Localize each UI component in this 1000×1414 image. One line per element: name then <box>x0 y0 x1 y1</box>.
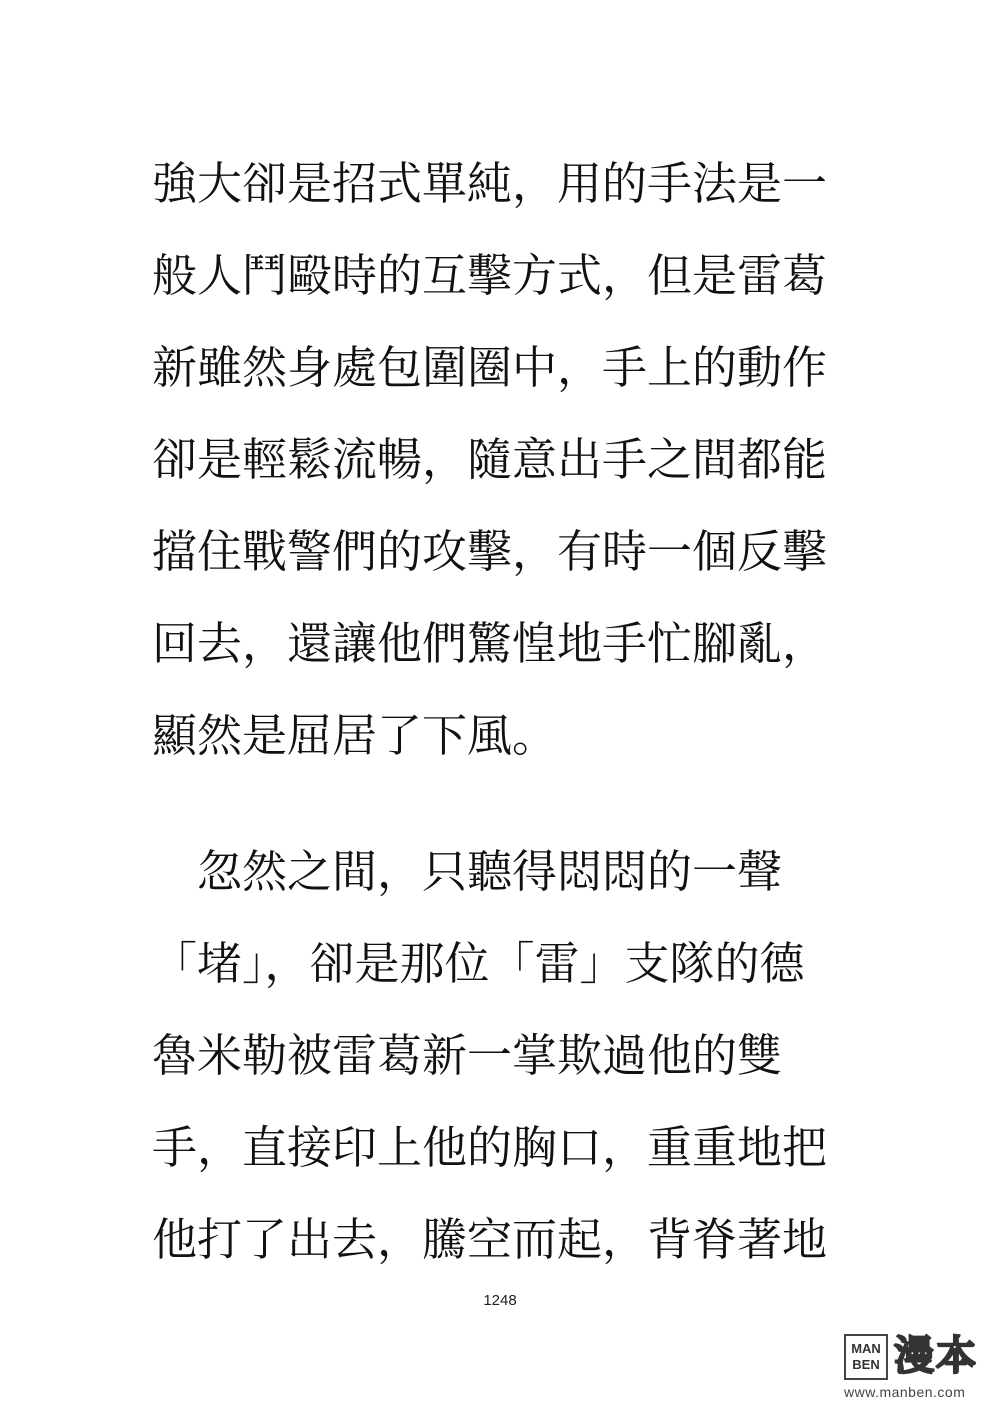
watermark-url: www.manben.com <box>844 1384 966 1400</box>
text-line: 回去，還讓他們驚惶地手忙腳亂， <box>152 617 828 670</box>
text-line: 顯然是屈居了下風。 <box>152 709 558 762</box>
watermark <box>844 1334 986 1402</box>
text-line: 擋住戰警們的攻擊，有時一個反擊 <box>152 525 828 578</box>
text-line: 新雖然身處包圍圈中，手上的動作 <box>152 341 828 394</box>
text-line: 卻是輕鬆流暢，隨意出手之間都能 <box>152 433 828 486</box>
text-line: 手，直接印上他的胸口，重重地把 <box>152 1121 828 1174</box>
text-line: 忽然之間，只聽得悶悶的一聲 <box>152 845 783 898</box>
text-line: 般人鬥毆時的互擊方式，但是雷葛 <box>152 249 828 302</box>
text-line: 魯米勒被雷葛新一掌欺過他的雙 <box>152 1029 783 1082</box>
watermark-logo-icon <box>844 1334 888 1380</box>
paragraph-2 <box>152 826 852 1286</box>
watermark-name: 漫本 <box>894 1333 978 1379</box>
text-line: 他打了出去，騰空而起，背脊著地 <box>152 1213 828 1266</box>
text-line: 強大卻是招式單純，用的手法是一 <box>152 157 828 210</box>
watermark-logo-bottom: BEN <box>852 1357 880 1372</box>
text-line: 「堵」，卻是那位「雷」支隊的德 <box>152 937 805 990</box>
watermark-logo-top: MAN <box>851 1341 881 1356</box>
page-number: 1248 <box>483 1292 517 1309</box>
paragraph-1 <box>152 138 852 782</box>
